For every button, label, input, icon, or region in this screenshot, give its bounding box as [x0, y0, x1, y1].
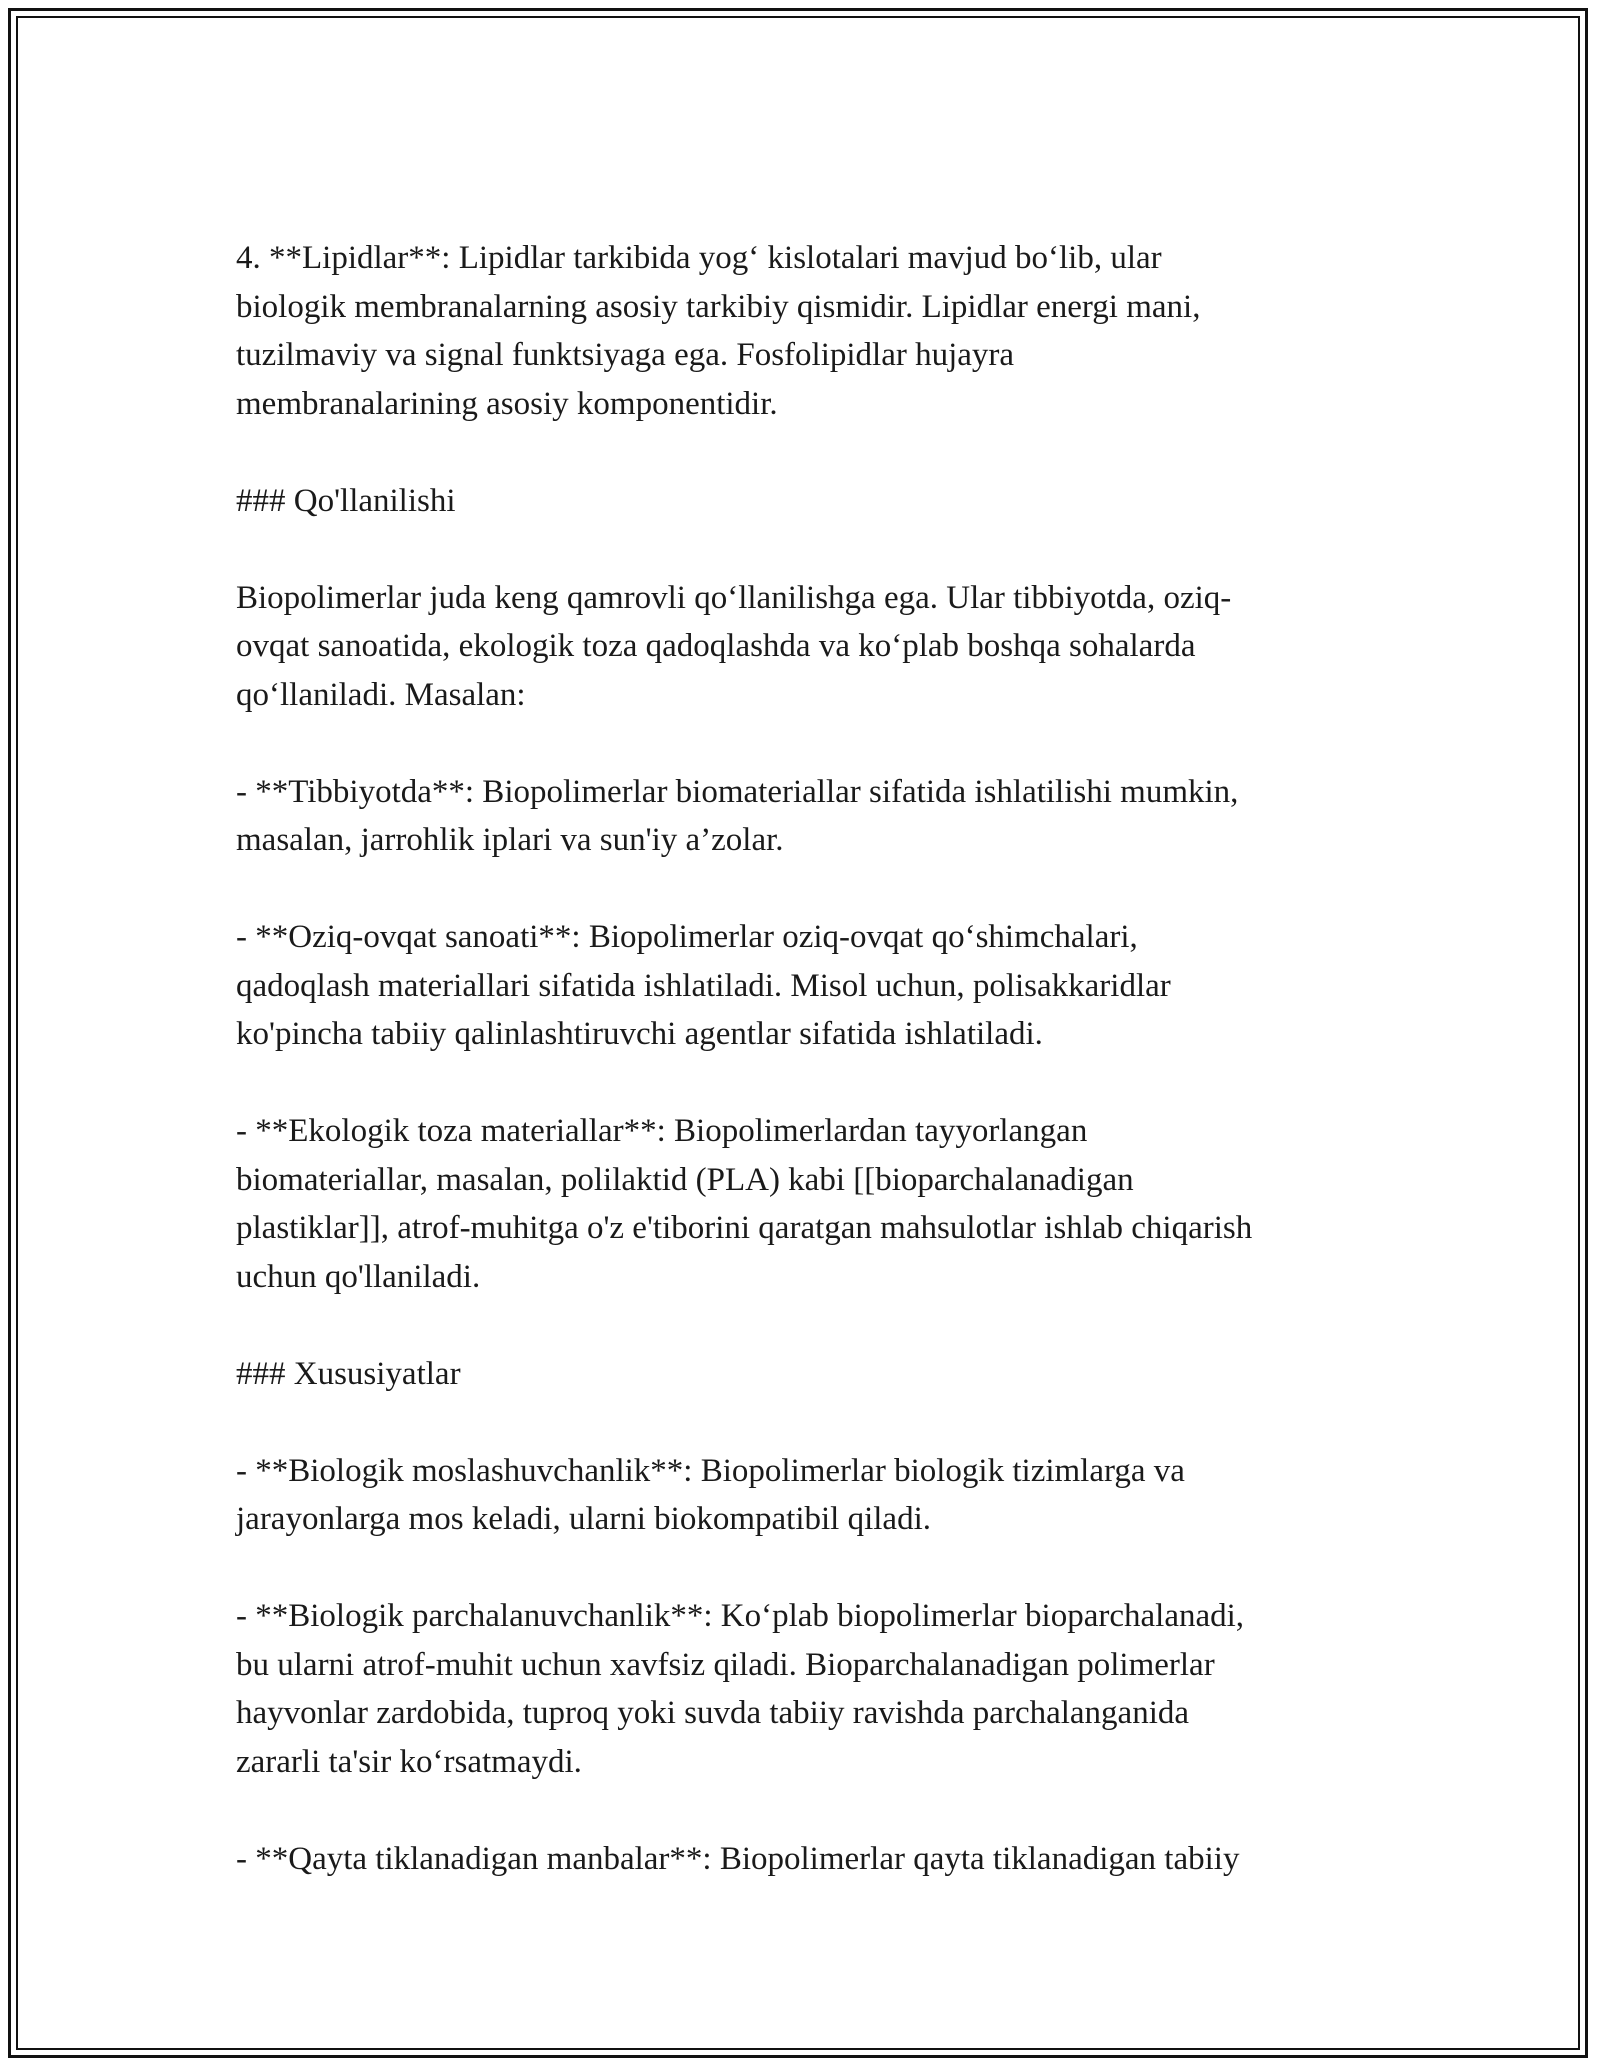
- list-item-oziq-ovqat-sanoati: - **Oziq-ovqat sanoati**: Biopolimerlar oziq-ovqat qo‘shimchalari, qadoqlash materiallari sifatida ishlatiladi. Misol uchun, polisakkaridlar ko'pincha tabiiy qalinlashtiruvchi agentlar sifatida ishlatiladi.: [236, 919, 1171, 1052]
- list-item-ekologik-toza-materiallar: - **Ekologik toza materiallar**: Biopolimerlardan tayyorlangan biomateriallar, masalan, polilaktid (PLA) kabi [[bioparchalanadigan plastiklar]], atrof-muhitga o'z e'tiborini qaratgan mahsulotlar ishlab chiqarish uchun qo'llaniladi.: [236, 1113, 1253, 1295]
- paragraph-lipidlar: 4. **Lipidlar**: Lipidlar tarkibida yog‘ kislotalari mavjud bo‘lib, ular biologik membranalarning asosiy tarkibiy qismidir. Lipidlar energi mani, tuzilmaviy va signal funktsiyaga ega. Fosfolipidlar hujayra membranalarining asosiy komponentidir.: [236, 240, 1201, 422]
- list-item-qayta-tiklanadigan-manbalar: - **Qayta tiklanadigan manbalar**: Biopolimerlar qayta tiklanadigan tabiiy: [236, 1840, 1240, 1877]
- list-item-tibbiyotda: - **Tibbiyotda**: Biopolimerlar biomateriallar sifatida ishlatilishi mumkin, masalan, jarrohlik iplari va sun'iy a’zolar.: [236, 773, 1239, 858]
- heading-xususiyatlar: ### Xususiyatlar: [236, 1355, 461, 1392]
- list-item-biologik-parchalanuvchanlik: - **Biologik parchalanuvchanlik**: Ko‘plab biopolimerlar bioparchalanadi, bu ularni atrof-muhit uchun xavfsiz qiladi. Bioparchalanadigan polimerlar hayvonlar zardobida, tuproq yoki suvda tabiiy ravishda parchalanganida zararli ta'sir ko‘rsatmaydi.: [236, 1598, 1245, 1780]
- document-body: [236, 234, 1376, 1932]
- list-item-biologik-moslashuvchanlik: - **Biologik moslashuvchanlik**: Biopolimerlar biologik tizimlarga va jarayonlarga mos keladi, ularni biokompatibil qiladi.: [236, 1452, 1185, 1537]
- paragraph-biopolimerlar-qollanilishi: Biopolimerlar juda keng qamrovli qo‘llanilishga ega. Ular tibbiyotda, oziq- ovqat sanoatida, ekologik toza qadoqlashda va ko‘plab boshqa sohalarda qo‘llaniladi. Masalan:: [236, 579, 1232, 713]
- heading-qollanilishi: ### Qo'llanilishi: [236, 482, 456, 519]
